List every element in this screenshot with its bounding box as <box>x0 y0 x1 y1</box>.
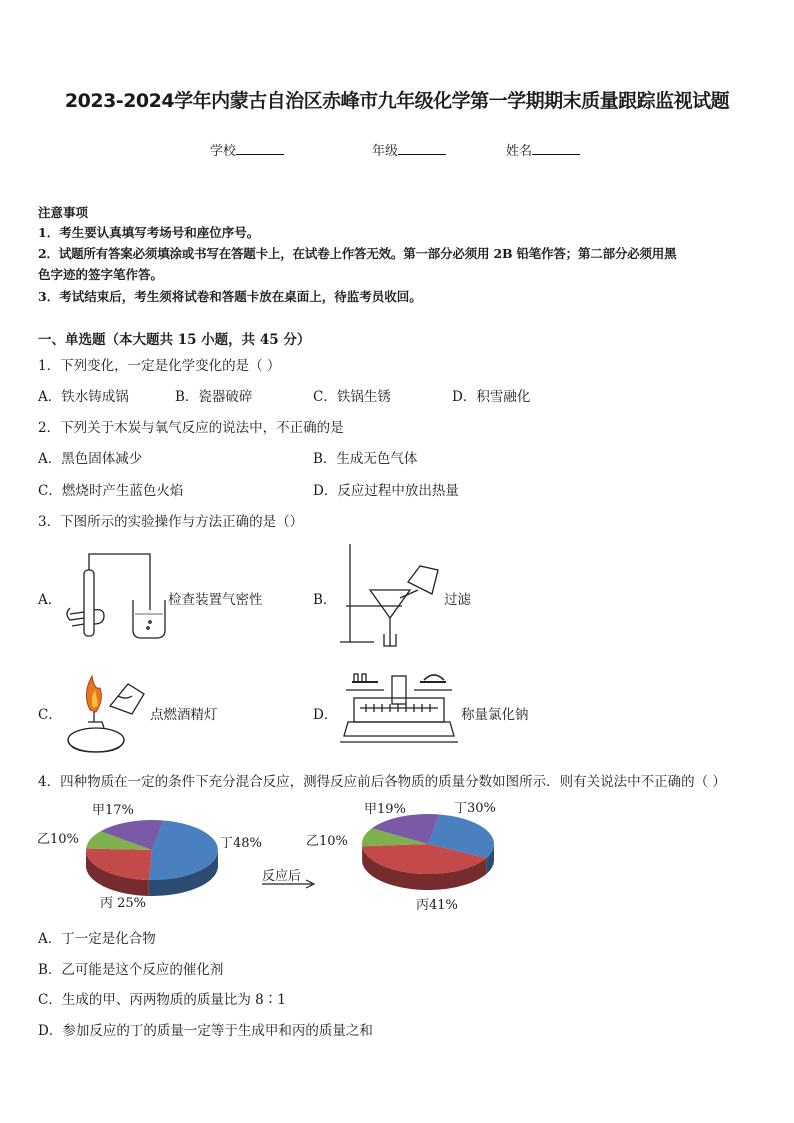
pie1-label-bing: 丙 25% <box>100 896 147 911</box>
section-heading: 一、单选题（本大题共 15 小题，共 45 分） <box>38 332 311 348</box>
note-item: 2．试题所有答案必须填涂或书写在答题卡上，在试卷上作答无效。第一部分必须用 2B 铅笔作答；第二部分必须用黑 <box>38 246 677 261</box>
pie2-label-ding: 丁30% <box>454 801 496 816</box>
q3-option-a-label: 检查装置气密性 <box>168 592 263 608</box>
balance-scale-image <box>340 668 458 750</box>
q3-option-a-letter: A． <box>38 592 62 608</box>
q2-option-a: A．黑色固体减少 <box>38 451 143 467</box>
q1-option-c: C．铁锅生锈 <box>313 389 391 405</box>
note-item: 3．考试结束后，考生须将试卷和答题卡放在桌面上，待监考员收回。 <box>38 289 422 304</box>
pie-chart-after <box>362 814 494 890</box>
reaction-arrow-label: 反应后 <box>262 869 302 884</box>
school-field <box>210 140 284 159</box>
q4-option-d: D．参加反应的丁的质量一定等于生成甲和丙的质量之和 <box>38 1023 373 1039</box>
q3-option-b-label: 过滤 <box>444 592 471 608</box>
alcohol-lamp-image <box>62 666 148 756</box>
school-label: 学校 <box>210 144 237 159</box>
question-3-stem: 3．下图所示的实验操作与方法正确的是（） <box>38 514 304 530</box>
note-item: 1．考生要认真填写考场号和座位序号。 <box>38 225 260 240</box>
question-4-stem: 4．四种物质在一定的条件下充分混合反应，测得反应前后各物质的质量分数如图所示．则有关说法中不正确的（ ） <box>38 774 726 790</box>
airtightness-apparatus-image <box>62 548 166 640</box>
notes-heading: 注意事项 <box>38 205 89 220</box>
q3-option-c-label: 点燃酒精灯 <box>150 707 218 723</box>
q4-option-a: A．丁一定是化合物 <box>38 931 156 947</box>
q4-option-c: C．生成的甲、丙两物质的质量比为 8∶1 <box>38 992 286 1008</box>
q3-option-d-letter: D． <box>313 707 338 723</box>
q2-option-c: C．燃烧时产生蓝色火焰 <box>38 483 184 499</box>
pie1-label-jia: 甲17% <box>92 803 134 818</box>
name-field <box>506 140 580 159</box>
pie2-label-bing: 丙41% <box>416 898 458 913</box>
filtration-apparatus-image <box>334 542 444 648</box>
q2-option-b: B．生成无色气体 <box>313 451 418 467</box>
pie1-label-yi: 乙10% <box>37 832 79 847</box>
q3-option-c-letter: C． <box>38 707 62 723</box>
page-title: 2023-2024学年内蒙古自治区赤峰市九年级化学第一学期期末质量跟踪监视试题 <box>64 90 730 112</box>
name-label: 姓名 <box>506 144 533 159</box>
q4-option-b: B．乙可能是这个反应的催化剂 <box>38 962 224 978</box>
q3-option-d-label: 称量氯化钠 <box>461 707 529 723</box>
q1-option-d: D．积雪融化 <box>452 389 531 405</box>
grade-label: 年级 <box>372 144 399 159</box>
grade-field <box>372 140 446 159</box>
pie1-label-ding: 丁48% <box>220 836 262 851</box>
pie2-label-yi: 乙10% <box>306 834 348 849</box>
note-item: 色字迹的签字笔作答。 <box>38 267 164 282</box>
pie-chart-before <box>86 820 218 896</box>
pie2-label-jia: 甲19% <box>364 802 406 817</box>
q1-option-a: A．铁水铸成锅 <box>38 389 129 405</box>
question-1-stem: 1．下列变化，一定是化学变化的是（ ） <box>38 358 281 374</box>
q1-option-b: B．瓷器破碎 <box>175 389 253 405</box>
q3-option-b-letter: B． <box>313 592 337 608</box>
q2-option-d: D．反应过程中放出热量 <box>313 483 459 499</box>
mass-fraction-pie-charts <box>30 798 510 920</box>
question-2-stem: 2．下列关于木炭与氧气反应的说法中，不正确的是 <box>38 420 344 436</box>
